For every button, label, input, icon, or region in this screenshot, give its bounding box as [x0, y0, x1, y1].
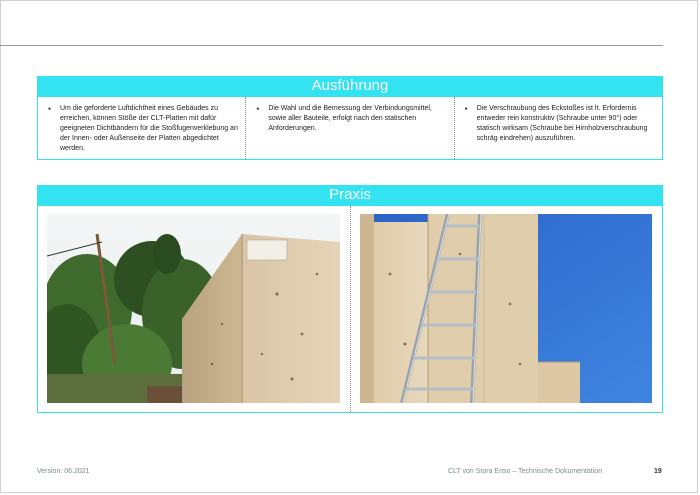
execution-table: [37, 96, 663, 160]
photo-clt-wall-exterior: [47, 214, 340, 403]
section-header-execution: Ausführung: [37, 76, 663, 96]
execution-bullet-2: ● Die Wahl und die Bemessung der Verbindungsmittel, sowie aller Bauteile, erfolgt nach den statischen Anforderungen.: [245, 97, 453, 159]
section-header-practice: Praxis: [37, 185, 663, 205]
photo-clt-wall-ladder: [360, 214, 652, 403]
footer-version: Version: 06.2021: [37, 468, 90, 475]
execution-bullet-3: ● Die Verschraubung des Eckstoßes ist lt. Erfordernis entweder rein konstruktiv (Schraube unter 90°) oder statisch wirksam (Schraube bei Hirnholzverschraubung schräg eindrehen) auszuführen.: [454, 97, 662, 159]
execution-bullet-1: ● Um die geforderte Luftdichtheit eines Gebäudes zu erreichen, können Stöße der CLT-Platten mit dafür geeigneten Dichtbändern für die Stoßfugenverklebung an der Innen- oder Außenseite der Platten abgedichtet werden.: [38, 97, 245, 159]
photo-divider: [350, 206, 351, 412]
footer-page-number: 19: [654, 468, 662, 475]
top-rule: [0, 45, 663, 46]
footer-document-title: CLT von Stora Enso – Technische Dokumentation: [448, 468, 603, 475]
practice-photo-box: [37, 205, 663, 413]
